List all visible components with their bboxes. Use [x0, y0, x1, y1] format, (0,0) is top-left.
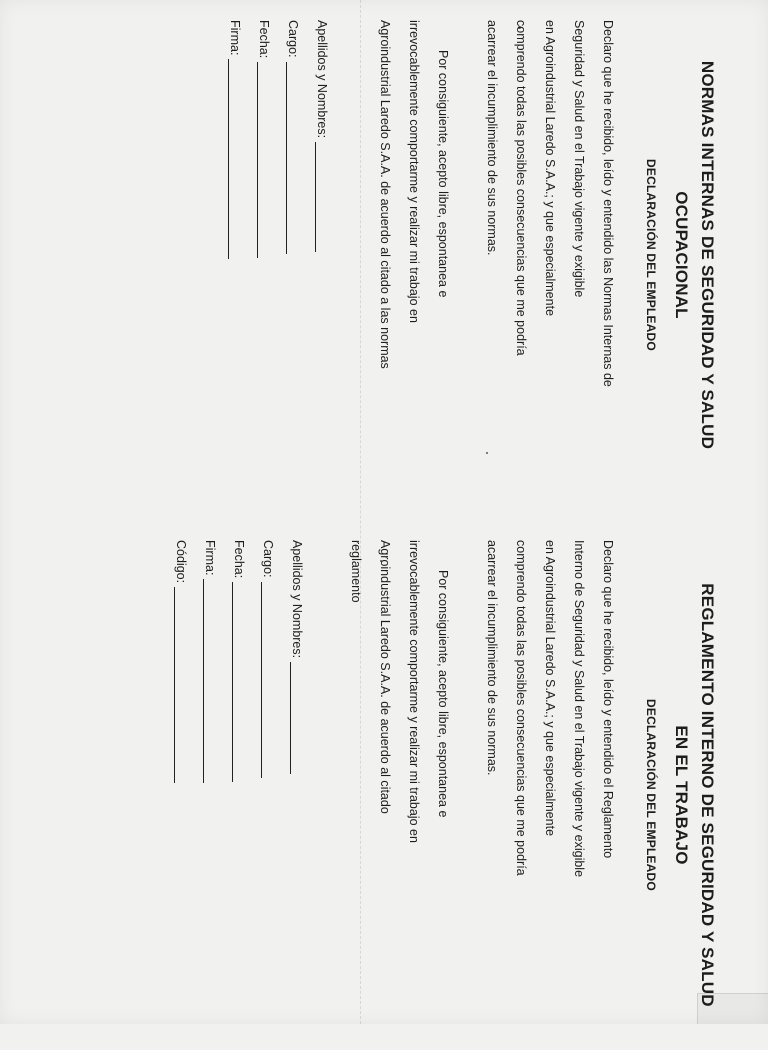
field-label: Firma:	[228, 20, 242, 56]
title-line: OCUPACIONAL	[672, 191, 691, 319]
signature-line[interactable]	[257, 62, 274, 258]
field-label: Firma:	[203, 540, 217, 576]
position-field[interactable]	[286, 20, 315, 490]
text-line: Declaro que he recibido, leído y entendido las Normas Internas de	[601, 20, 615, 387]
text-line: Seguridad y Salud en el Trabajo vigente y exigible	[572, 20, 586, 298]
field-label: Código:	[174, 540, 188, 584]
normas-internas-form	[150, 20, 720, 490]
code-field[interactable]	[174, 540, 203, 1050]
text-line: acarrear el incumplimiento de sus normas.	[485, 540, 499, 776]
title-line: REGLAMENTO INTERNO DE SEGURIDAD Y SALUD	[698, 583, 717, 1007]
field-label: Cargo:	[261, 540, 275, 578]
text-line: comprendo todas las posibles consecuencias que me podría	[514, 540, 528, 876]
consent-paragraph	[370, 20, 457, 490]
full-name-field[interactable]	[290, 540, 319, 1050]
field-label: Apellidos y Nombres:	[290, 540, 304, 659]
field-label: Fecha:	[257, 20, 271, 59]
signature-line[interactable]	[290, 662, 307, 774]
date-field[interactable]	[257, 20, 286, 490]
text-line: Agroindustrial Laredo S.A.A. de acuerdo al citado a las normas	[378, 20, 392, 369]
form-title	[668, 20, 720, 490]
signature-line[interactable]	[232, 582, 249, 782]
signature-line[interactable]	[203, 579, 220, 783]
form-subtitle: DECLARACIÓN DEL EMPLEADO	[644, 699, 658, 891]
reglamento-interno-form	[174, 540, 720, 1050]
text-line: acarrear el incumplimiento de sus normas.	[485, 20, 499, 256]
field-label: Apellidos y Nombres:	[315, 20, 329, 139]
field-label: Fecha:	[232, 540, 246, 579]
signature-line[interactable]	[174, 587, 191, 783]
form-subtitle: DECLARACIÓN DEL EMPLEADO	[644, 159, 658, 351]
field-label: Cargo:	[286, 20, 300, 58]
signature-line[interactable]	[315, 142, 332, 252]
declaration-paragraph	[477, 540, 622, 1050]
full-name-field[interactable]	[315, 20, 344, 490]
title-line: EN EL TRABAJO	[672, 725, 691, 865]
text-line: Por consiguiente, acepto libre, espontanea e	[436, 570, 450, 818]
text-line: Por consiguiente, acepto libre, espontanea e	[436, 50, 450, 298]
position-field[interactable]	[261, 540, 290, 1050]
signature-line[interactable]	[286, 62, 303, 254]
declaration-paragraph	[477, 20, 622, 490]
text-line: Agroindustrial Laredo S.A.A. de acuerdo al citado	[378, 540, 392, 814]
date-field[interactable]	[232, 540, 261, 1050]
text-line: Declaro que he recibido, leído y entendido el Reglamento	[601, 540, 615, 859]
text-line: reglamento	[349, 540, 363, 603]
text-line: en Agroindustrial Laredo S.A.A.; y que especialmente	[543, 20, 557, 317]
form-title	[668, 540, 720, 1050]
text-line: irrevocablemente comportarme y realizar mi trabajo en	[407, 20, 421, 323]
consent-paragraph	[341, 540, 457, 1050]
text-line: irrevocablemente comportarme y realizar mi trabajo en	[407, 540, 421, 843]
text-line: en Agroindustrial Laredo S.A.A.; y que especialmente	[543, 540, 557, 837]
title-line: NORMAS INTERNAS DE SEGURIDAD Y SALUD	[698, 60, 717, 450]
signature-field[interactable]	[228, 20, 257, 490]
text-line: comprendo todas las posibles consecuencias que me podría	[514, 20, 528, 356]
signature-line[interactable]	[261, 582, 278, 778]
text-line: Interno de Seguridad y Salud en el Trabajo vigente y exigible	[572, 540, 586, 878]
signature-line[interactable]	[228, 59, 245, 259]
signature-field[interactable]	[203, 540, 232, 1050]
